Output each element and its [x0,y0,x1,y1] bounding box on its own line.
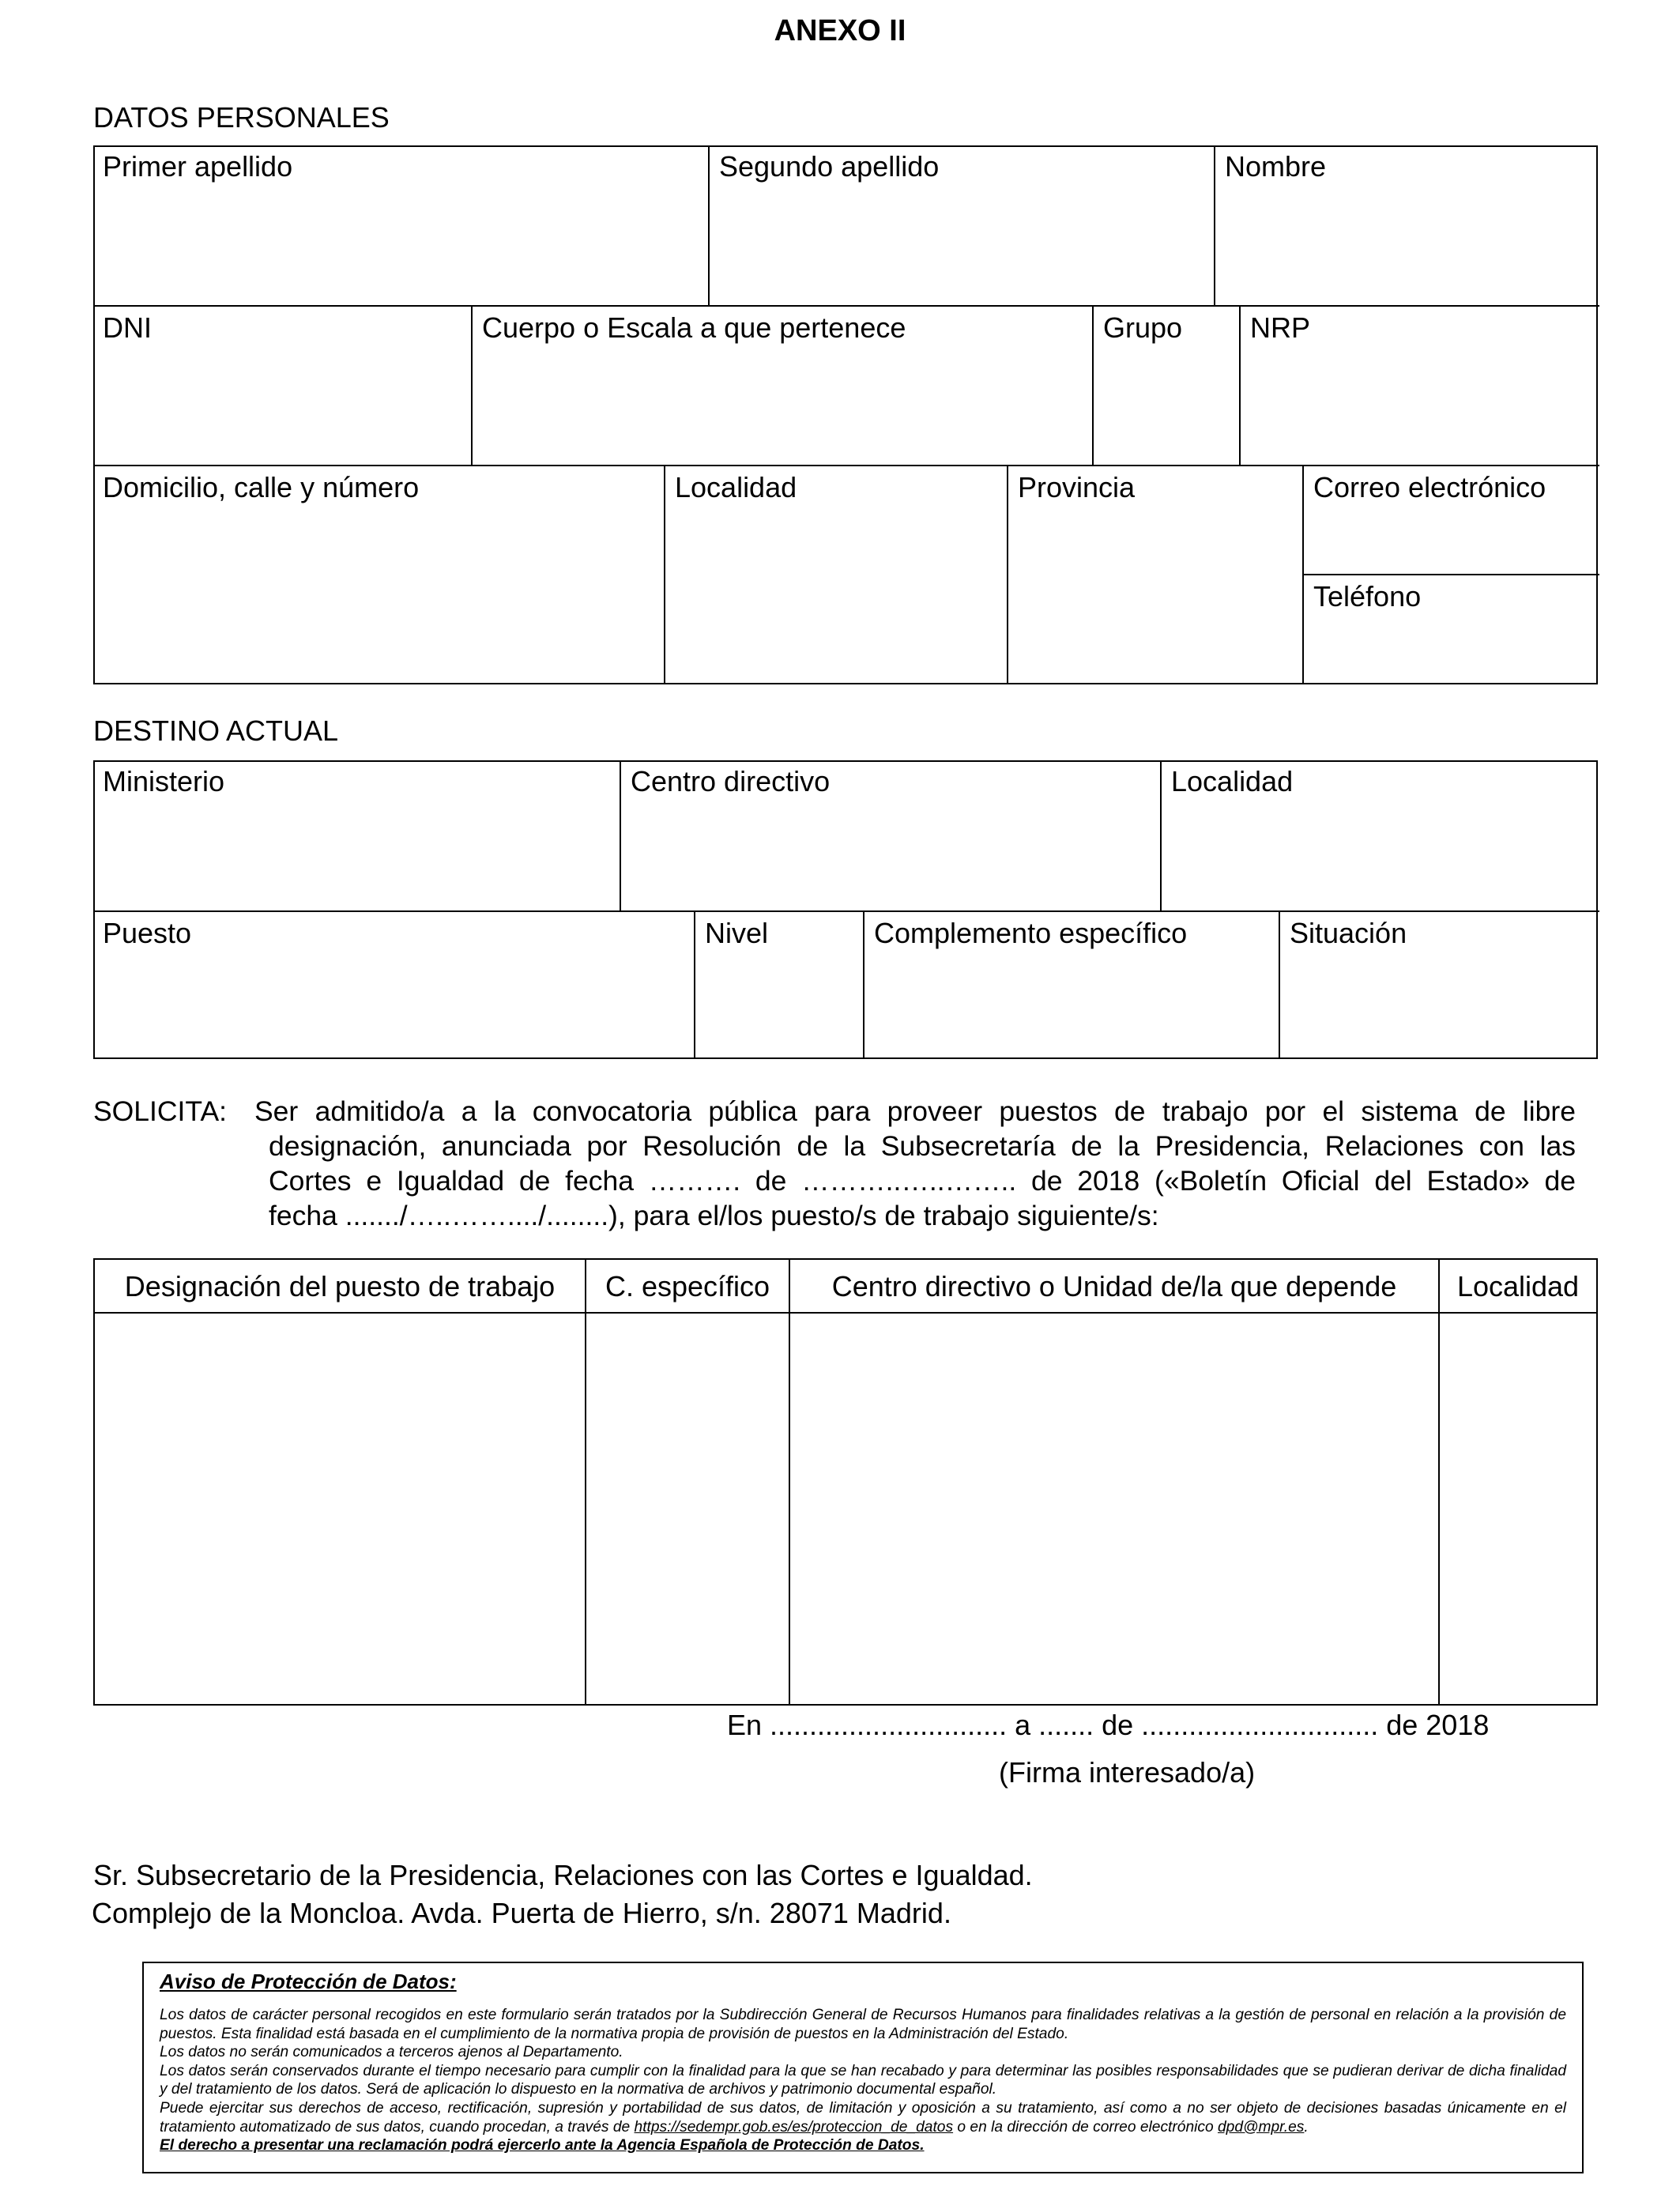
input-centro-directivo[interactable] [790,1314,1438,1704]
place-date-line: En .............................. a ....... de .............................. de 2018 [727,1709,1490,1741]
field-label: Grupo [1103,311,1183,344]
field-label: Situación [1290,917,1407,949]
section-destino-actual: DESTINO ACTUAL [93,714,339,747]
field-label: Cuerpo o Escala a que pertenece [482,311,906,344]
field-label: Localidad [1171,765,1294,797]
field-label: Domicilio, calle y número [103,471,420,503]
field-dni[interactable] [93,305,471,465]
addressee-line-1: Sr. Subsecretario de la Presidencia, Relaciones con las Cortes e Igualdad. [93,1859,1033,1891]
solicita-label: SOLICITA: [93,1095,227,1127]
field-label: Segundo apellido [719,150,940,183]
privacy-paragraph-rights [160,2099,1566,2136]
input-designacion[interactable] [95,1314,585,1704]
field-situacion[interactable] [1279,910,1599,1059]
puestos-table [93,1258,1598,1706]
solicita-line-1: Ser admitido/a a la convocatoria pública para proveer puestos de trabajo por el sistema de libre [254,1095,1576,1127]
field-ministerio[interactable] [93,760,620,910]
col-header-designacion: Designación del puesto de trabajo [124,1270,556,1302]
field-label: NRP [1250,311,1311,344]
input-localidad[interactable] [1440,1314,1596,1704]
privacy-rights-text: . [1304,2118,1309,2136]
privacy-link[interactable]: https://sedempr.gob.es/es/proteccion_de_datos [634,2118,954,2136]
field-segundo-apellido[interactable] [708,145,1214,305]
col-header-c-especifico: C. específico [605,1270,770,1302]
field-domicilio[interactable] [93,465,664,684]
solicita-line-4: fecha ......./…..……..../........), para el/los puesto/s de trabajo siguiente/s: [269,1200,1159,1231]
field-label: Teléfono [1313,580,1422,613]
privacy-title: Aviso de Protección de Datos: [160,1970,457,1993]
addressee-line-2: Complejo de la Moncloa. Avda. Puerta de Hierro, s/n. 28071 Madrid. [92,1897,951,1929]
field-label: Primer apellido [103,150,293,183]
field-complemento-especifico[interactable] [863,910,1279,1059]
signature-label: (Firma interesado/a) [999,1756,1256,1789]
field-grupo[interactable] [1092,305,1239,465]
col-header-localidad: Localidad [1456,1270,1580,1302]
field-label: Complemento específico [874,917,1188,949]
field-primer-apellido[interactable] [93,145,710,305]
section-datos-personales: DATOS PERSONALES [93,101,390,134]
privacy-paragraph: Los datos de carácter personal recogidos en este formulario serán tratados por la Subdirección General de Recursos Humanos para finalidades relativas a la gestión de personal en relación a la provisión de puestos. Esta finalidad está basada en el cumplimiento de la normativa propia de provisión de puestos en la Administración del Estado. [160,2007,1566,2042]
field-nrp[interactable] [1239,305,1599,465]
field-puesto[interactable] [93,910,694,1059]
page-title: ANEXO II [774,14,906,47]
field-label: Nombre [1225,150,1327,183]
field-label: DNI [103,311,152,344]
field-cuerpo-escala[interactable] [471,305,1092,465]
privacy-rights-text: o en la dirección de correo electrónico [953,2118,1218,2136]
destino-actual-table [93,760,1598,1059]
col-header-centro-directivo: Centro directivo o Unidad de/la que depende [831,1270,1397,1302]
field-label: Puesto [103,917,192,949]
field-nombre[interactable] [1214,145,1599,305]
field-correo-electronico[interactable] [1302,465,1599,574]
solicita-line-2: designación, anunciada por Resolución de la Subsecretaría de la Presidencia, Relaciones con las [269,1130,1576,1162]
field-nivel[interactable] [694,910,863,1059]
field-label: Provincia [1018,471,1136,503]
field-label: Correo electrónico [1313,471,1546,503]
privacy-paragraph: Los datos no serán comunicados a terceros ajenos al Departamento. [160,2044,623,2061]
input-c-especifico[interactable] [586,1314,789,1704]
field-localidad[interactable] [664,465,1007,684]
solicita-line-3: Cortes e Igualdad de fecha ………. de ………..…..…….. de 2018 («Boletín Oficial del Estado» de [269,1165,1576,1197]
field-localidad-destino[interactable] [1160,760,1599,910]
privacy-paragraph: Los datos serán conservados durante el tiempo necesario para cumplir con la finalidad para la que se han recabado y para determinar las posibles responsabilidades que se pudieran derivar de dicha finalidad y del tratamiento de los datos. Será de aplicación lo dispuesto en la normativa de archivos y patrimonio documental español. [160,2062,1566,2098]
privacy-notice [142,1962,1584,2173]
field-centro-directivo[interactable] [620,760,1160,910]
privacy-rights-text: Puede ejercitar sus derechos de acceso, rectificación, supresión y portabilidad de sus datos, de limitación y oposición a su tratamiento, así como a no ser objeto de decisiones basadas únicamente en el tratamiento automatizado de sus datos, cuando procedan, a través de [160,2099,1566,2136]
privacy-email-link[interactable]: dpd@mpr.es [1217,2118,1305,2136]
field-label: Nivel [705,917,769,949]
field-label: Centro directivo [631,765,831,797]
field-provincia[interactable] [1007,465,1302,684]
datos-personales-table [93,145,1598,684]
field-label: Localidad [675,471,797,503]
field-label: Ministerio [103,765,225,797]
field-telefono[interactable] [1302,574,1599,684]
privacy-claim-note: El derecho a presentar una reclamación podrá ejercerlo ante la Agencia Española de Protección de Datos. [160,2137,925,2154]
